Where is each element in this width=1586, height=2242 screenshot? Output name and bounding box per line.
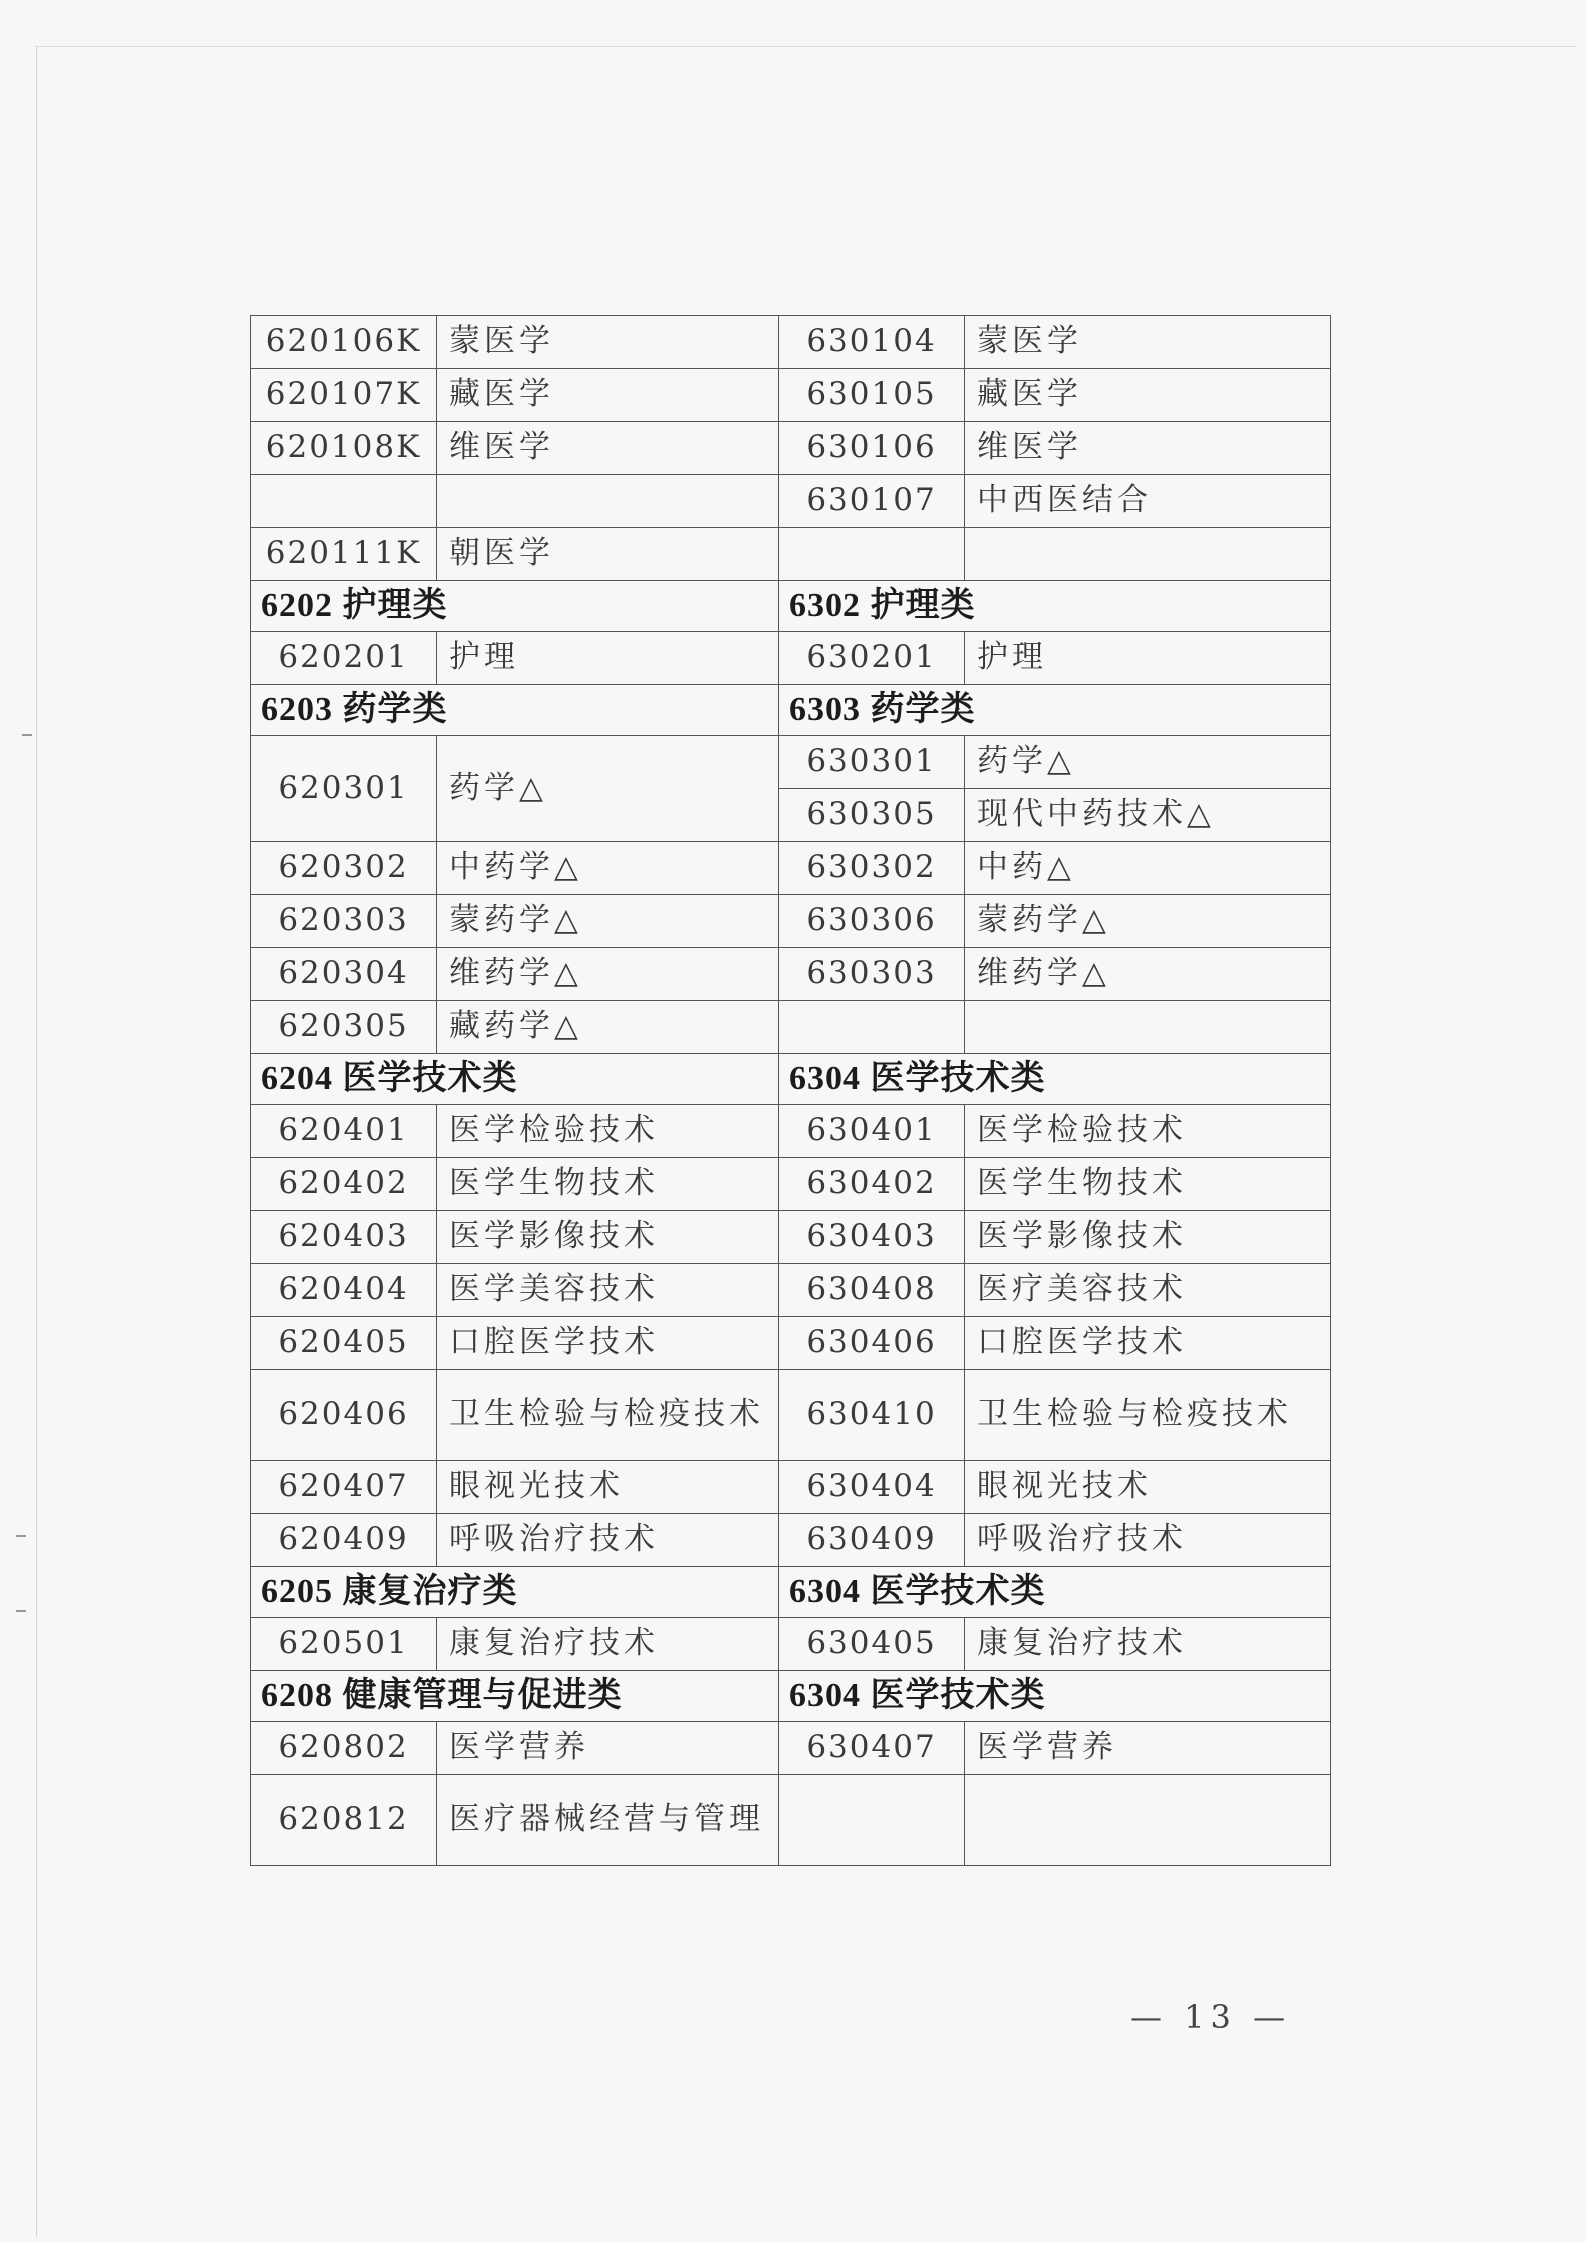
- table-body: [251, 316, 1331, 1866]
- table-row: [251, 369, 1331, 422]
- table-row: [251, 1722, 1331, 1775]
- major-name: 维药学△: [437, 948, 779, 1001]
- major-code: 620409: [251, 1514, 437, 1567]
- major-code: 630106: [779, 422, 965, 475]
- major-name: 眼视光技术: [965, 1461, 1331, 1514]
- major-code: 630107: [779, 475, 965, 528]
- category-heading-vocational: 6203 药学类: [251, 685, 779, 736]
- major-name: 医学检验技术: [965, 1105, 1331, 1158]
- major-name: 卫生检验与检疫技术: [437, 1370, 779, 1461]
- major-code: 620303: [251, 895, 437, 948]
- major-name: [965, 528, 1331, 581]
- major-code: 620108K: [251, 422, 437, 475]
- table-row: [251, 895, 1331, 948]
- major-name: 医学生物技术: [965, 1158, 1331, 1211]
- major-code: 620111K: [251, 528, 437, 581]
- major-name: 医学营养: [437, 1722, 779, 1775]
- major-code: 630301: [806, 743, 937, 780]
- major-name: 医学营养: [965, 1722, 1331, 1775]
- table-row: [251, 1264, 1331, 1317]
- table-row: [251, 736, 1331, 842]
- major-name: 医学检验技术: [437, 1105, 779, 1158]
- major-name: 藏医学: [965, 369, 1331, 422]
- table-row: [251, 1105, 1331, 1158]
- table-row: [251, 316, 1331, 369]
- major-name: 药学△: [437, 736, 779, 842]
- table-row: [251, 1001, 1331, 1054]
- major-name: 眼视光技术: [437, 1461, 779, 1514]
- table-row: [251, 1775, 1331, 1866]
- category-heading-higher-vocational: 6304 医学技术类: [779, 1567, 1331, 1618]
- major-code: 620106K: [251, 316, 437, 369]
- major-code: 620201: [251, 632, 437, 685]
- major-code: 630410: [779, 1370, 965, 1461]
- major-name: 口腔医学技术: [965, 1317, 1331, 1370]
- major-code: 630201: [779, 632, 965, 685]
- major-name: 蒙药学△: [965, 895, 1331, 948]
- category-header-row: [251, 1054, 1331, 1105]
- major-code: 630402: [779, 1158, 965, 1211]
- major-code: 630302: [779, 842, 965, 895]
- major-name: 呼吸治疗技术: [437, 1514, 779, 1567]
- major-code: 630409: [779, 1514, 965, 1567]
- major-code: [779, 528, 965, 581]
- major-code: 620401: [251, 1105, 437, 1158]
- category-header-row: [251, 1567, 1331, 1618]
- major-name: 口腔医学技术: [437, 1317, 779, 1370]
- major-name: 康复治疗技术: [965, 1618, 1331, 1671]
- major-code: 630405: [779, 1618, 965, 1671]
- major-code: 630403: [779, 1211, 965, 1264]
- margin-mark: [22, 734, 32, 736]
- major-code: [251, 475, 437, 528]
- major-name: 医疗器械经营与管理: [437, 1775, 779, 1866]
- table-row: [251, 475, 1331, 528]
- table-row: [251, 1158, 1331, 1211]
- category-heading-higher-vocational: 6302 护理类: [779, 581, 1331, 632]
- table-row: [251, 1618, 1331, 1671]
- major-name: 护理: [437, 632, 779, 685]
- table-row: [251, 948, 1331, 1001]
- table-row: [251, 422, 1331, 475]
- major-code: 620404: [251, 1264, 437, 1317]
- major-name: 医学美容技术: [437, 1264, 779, 1317]
- major-name: 卫生检验与检疫技术: [965, 1370, 1331, 1461]
- major-code: 630404: [779, 1461, 965, 1514]
- category-header-row: [251, 1671, 1331, 1722]
- major-code: 620301: [251, 736, 437, 842]
- major-name: 现代中药技术△: [965, 788, 1330, 841]
- major-name: 朝医学: [437, 528, 779, 581]
- major-name: 蒙医学: [437, 316, 779, 369]
- major-name: 维医学: [437, 422, 779, 475]
- major-code: 630303: [779, 948, 965, 1001]
- major-name: 维医学: [965, 422, 1331, 475]
- major-name: 医疗美容技术: [965, 1264, 1331, 1317]
- major-code: 630407: [779, 1722, 965, 1775]
- major-code: 630408: [779, 1264, 965, 1317]
- major-name: 医学影像技术: [965, 1211, 1331, 1264]
- table-row: [251, 1211, 1331, 1264]
- major-name: 医学生物技术: [437, 1158, 779, 1211]
- major-code: 630306: [779, 895, 965, 948]
- major-name: 药学△: [977, 743, 1075, 780]
- major-code: 620407: [251, 1461, 437, 1514]
- category-heading-vocational: 6202 护理类: [251, 581, 779, 632]
- margin-mark: [16, 1535, 26, 1537]
- major-code: 620802: [251, 1722, 437, 1775]
- major-code: 620403: [251, 1211, 437, 1264]
- major-name: 医学影像技术: [437, 1211, 779, 1264]
- major-code: 620405: [251, 1317, 437, 1370]
- table-row: [251, 1514, 1331, 1567]
- major-name: 蒙医学: [965, 316, 1331, 369]
- major-comparison-table: [250, 315, 1331, 1866]
- major-name-group: [965, 736, 1331, 842]
- major-name: 中药学△: [437, 842, 779, 895]
- major-code: [779, 1001, 965, 1054]
- margin-mark: [16, 1610, 26, 1612]
- major-code: 620402: [251, 1158, 437, 1211]
- major-code: 620501: [251, 1618, 437, 1671]
- major-name: 护理: [965, 632, 1331, 685]
- category-header-row: [251, 685, 1331, 736]
- category-heading-vocational: 6208 健康管理与促进类: [251, 1671, 779, 1722]
- major-code: 630401: [779, 1105, 965, 1158]
- major-code: [779, 1775, 965, 1866]
- table-row: [251, 528, 1331, 581]
- major-name: 中药△: [965, 842, 1331, 895]
- category-heading-higher-vocational: 6303 药学类: [779, 685, 1331, 736]
- table-row: [251, 1370, 1331, 1461]
- major-code: 630105: [779, 369, 965, 422]
- category-heading-vocational: 6204 医学技术类: [251, 1054, 779, 1105]
- page-number: — 13 —: [1130, 1998, 1292, 2036]
- table-row: [251, 1317, 1331, 1370]
- major-code: 620305: [251, 1001, 437, 1054]
- table-row: [251, 842, 1331, 895]
- major-code: 630104: [779, 316, 965, 369]
- category-heading-higher-vocational: 6304 医学技术类: [779, 1054, 1331, 1105]
- major-name: 呼吸治疗技术: [965, 1514, 1331, 1567]
- table-row: [251, 632, 1331, 685]
- category-header-row: [251, 581, 1331, 632]
- major-code: 620304: [251, 948, 437, 1001]
- major-name: [965, 1001, 1331, 1054]
- category-heading-vocational: 6205 康复治疗类: [251, 1567, 779, 1618]
- major-code: 620302: [251, 842, 437, 895]
- major-code: 620406: [251, 1370, 437, 1461]
- major-name: 藏药学△: [437, 1001, 779, 1054]
- major-name: [965, 1775, 1331, 1866]
- major-name: 维药学△: [965, 948, 1331, 1001]
- major-name: [437, 475, 779, 528]
- major-name: 中西医结合: [965, 475, 1331, 528]
- major-name: 康复治疗技术: [437, 1618, 779, 1671]
- major-code: 630406: [779, 1317, 965, 1370]
- major-code: 620812: [251, 1775, 437, 1866]
- major-code: 620107K: [251, 369, 437, 422]
- major-code-group: [779, 736, 965, 842]
- major-code: 630305: [779, 788, 964, 841]
- category-heading-higher-vocational: 6304 医学技术类: [779, 1671, 1331, 1722]
- major-name: 蒙药学△: [437, 895, 779, 948]
- major-name: 藏医学: [437, 369, 779, 422]
- table-row: [251, 1461, 1331, 1514]
